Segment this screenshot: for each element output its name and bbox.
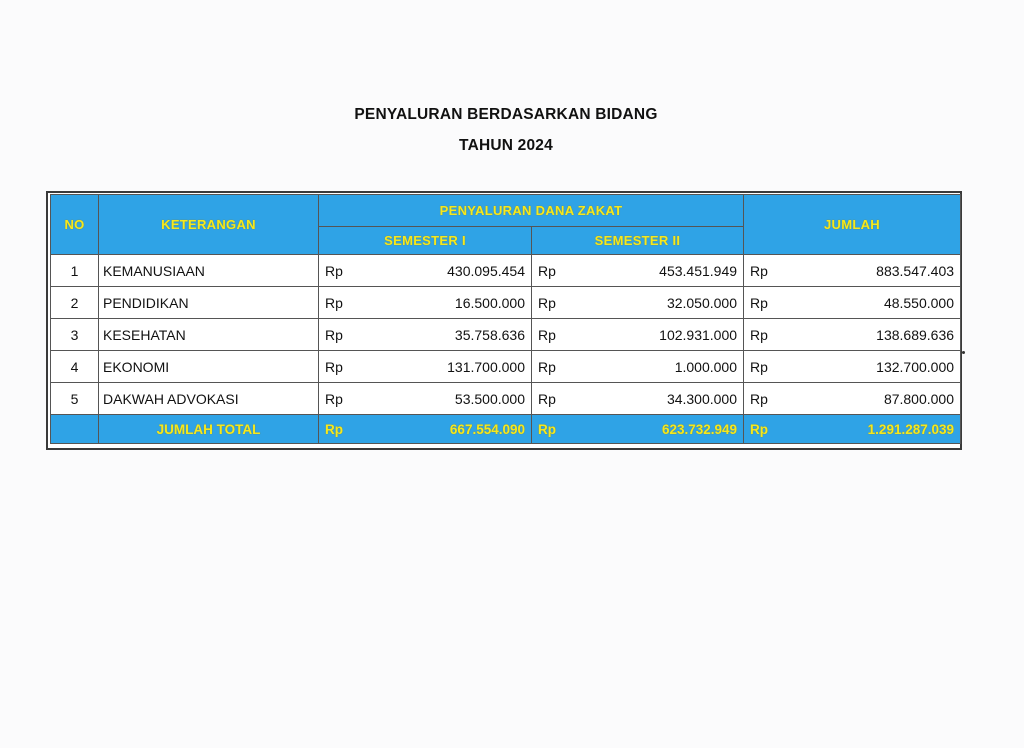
table-row	[51, 319, 961, 351]
table-row	[51, 351, 961, 383]
row-semester-1-value: 53.500.000	[355, 383, 532, 415]
grand-total-value: 1.291.287.039	[780, 415, 961, 444]
row-total-value: 138.689.636	[780, 319, 961, 351]
currency-label: Rp	[319, 383, 355, 415]
row-keterangan: KESEHATAN	[99, 319, 319, 351]
header-penyaluran-group: PENYALURAN DANA ZAKAT	[319, 195, 744, 227]
row-keterangan: EKONOMI	[99, 351, 319, 383]
row-total-value: 48.550.000	[780, 287, 961, 319]
header-keterangan: KETERANGAN	[99, 195, 319, 255]
currency-label: Rp	[532, 351, 568, 383]
row-total-value: 87.800.000	[780, 383, 961, 415]
currency-label: Rp	[744, 255, 780, 287]
currency-label: Rp	[319, 287, 355, 319]
table-row	[51, 287, 961, 319]
currency-label: Rp	[744, 287, 780, 319]
row-no: 5	[51, 383, 99, 415]
row-keterangan: PENDIDIKAN	[99, 287, 319, 319]
row-semester-1-value: 16.500.000	[355, 287, 532, 319]
header-semester-1: SEMESTER I	[319, 227, 532, 255]
total-semester-1-value: 667.554.090	[355, 415, 532, 444]
currency-label: Rp	[319, 319, 355, 351]
currency-label: Rp	[532, 287, 568, 319]
header-no: NO	[51, 195, 99, 255]
total-row-no-cell	[51, 415, 99, 444]
row-semester-1-value: 131.700.000	[355, 351, 532, 383]
row-no: 2	[51, 287, 99, 319]
header-jumlah: JUMLAH	[744, 195, 961, 255]
currency-label: Rp	[744, 319, 780, 351]
row-semester-2-value: 34.300.000	[568, 383, 744, 415]
row-semester-1-value: 430.095.454	[355, 255, 532, 287]
currency-label: Rp	[744, 351, 780, 383]
row-total-value: 132.700.000	[780, 351, 961, 383]
row-semester-2-value: 453.451.949	[568, 255, 744, 287]
distribution-table	[50, 194, 961, 444]
header-semester-2: SEMESTER II	[532, 227, 744, 255]
ink-speck	[962, 351, 965, 354]
document-subtitle: TAHUN 2024	[459, 137, 553, 154]
row-keterangan: KEMANUSIAAN	[99, 255, 319, 287]
table-row	[51, 383, 961, 415]
row-semester-2-value: 102.931.000	[568, 319, 744, 351]
row-semester-2-value: 1.000.000	[568, 351, 744, 383]
row-no: 1	[51, 255, 99, 287]
total-label: JUMLAH TOTAL	[99, 415, 319, 444]
total-semester-2-value: 623.732.949	[568, 415, 744, 444]
currency-label: Rp	[532, 255, 568, 287]
row-semester-1-value: 35.758.636	[355, 319, 532, 351]
total-row	[51, 415, 961, 444]
currency-label: Rp	[319, 351, 355, 383]
currency-label: Rp	[532, 383, 568, 415]
currency-label: Rp	[532, 415, 568, 444]
currency-label: Rp	[532, 319, 568, 351]
currency-label: Rp	[319, 415, 355, 444]
table-row	[51, 255, 961, 287]
row-semester-2-value: 32.050.000	[568, 287, 744, 319]
row-no: 4	[51, 351, 99, 383]
row-no: 3	[51, 319, 99, 351]
currency-label: Rp	[744, 415, 780, 444]
currency-label: Rp	[744, 383, 780, 415]
document-title: PENYALURAN BERDASARKAN BIDANG	[354, 106, 658, 123]
row-keterangan: DAKWAH ADVOKASI	[99, 383, 319, 415]
row-total-value: 883.547.403	[780, 255, 961, 287]
currency-label: Rp	[319, 255, 355, 287]
